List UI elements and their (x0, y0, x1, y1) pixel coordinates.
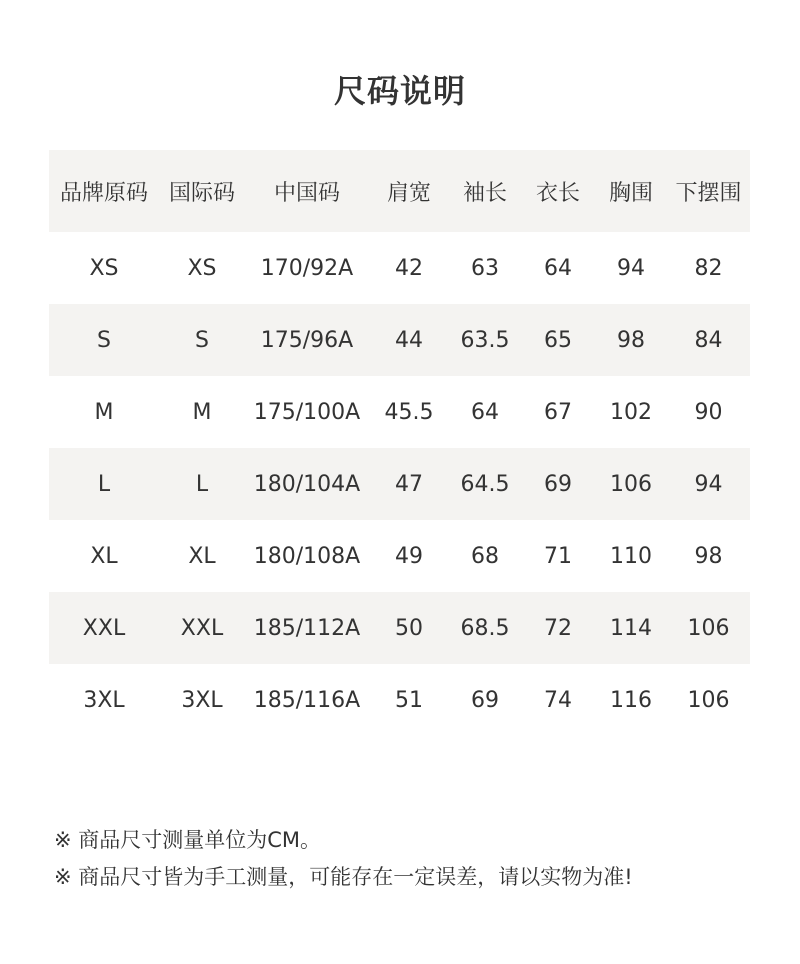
cell-chest: 94 (617, 255, 645, 281)
cell-shoulder-width: 45.5 (384, 399, 434, 425)
cell-hem: 106 (687, 615, 730, 641)
table-row (49, 304, 750, 376)
cell-brand-size: S (97, 327, 111, 353)
cell-body-length: 64 (544, 255, 572, 281)
note-measurement-error: ※ 商品尺寸皆为手工测量，可能存在一定误差，请以实物为准! (54, 865, 633, 889)
cell-shoulder-width: 50 (395, 615, 423, 641)
cell-brand-size: 3XL (83, 687, 125, 713)
table-row (49, 376, 750, 448)
cell-brand-size: L (97, 471, 111, 497)
table-row (49, 448, 750, 520)
table-row (49, 592, 750, 664)
header-hem: 下摆围 (675, 180, 742, 206)
cell-chest: 102 (610, 399, 652, 425)
header-chest: 胸围 (608, 180, 653, 206)
cell-body-length: 69 (544, 471, 572, 497)
table-row (49, 520, 750, 592)
table-row (49, 232, 750, 304)
cell-china-size: 175/96A (260, 327, 354, 353)
note-measurement-unit: ※ 商品尺寸测量单位为CM。 (54, 828, 322, 852)
cell-hem: 84 (694, 327, 723, 353)
cell-hem: 90 (694, 399, 723, 425)
cell-sleeve-length: 63 (471, 255, 499, 281)
size-chart-table (49, 150, 750, 736)
size-notes (54, 822, 774, 896)
header-china-size: 中国码 (273, 180, 340, 206)
cell-shoulder-width: 44 (395, 327, 423, 353)
cell-china-size: 185/116A (253, 687, 361, 713)
cell-body-length: 74 (544, 687, 572, 713)
cell-chest: 110 (610, 543, 652, 569)
header-international-size: 国际码 (168, 180, 235, 206)
cell-brand-size: XXL (82, 615, 126, 641)
cell-international-size: XS (187, 255, 217, 281)
cell-shoulder-width: 51 (395, 687, 423, 713)
cell-international-size: M (192, 399, 212, 425)
cell-international-size: S (195, 327, 209, 353)
cell-chest: 106 (610, 471, 652, 497)
cell-sleeve-length: 64.5 (460, 471, 510, 497)
table-row (49, 664, 750, 736)
cell-hem: 94 (694, 471, 723, 497)
cell-body-length: 67 (544, 399, 572, 425)
cell-china-size: 185/112A (253, 615, 361, 641)
cell-body-length: 72 (544, 615, 572, 641)
cell-china-size: 180/108A (253, 543, 361, 569)
cell-international-size: 3XL (181, 687, 223, 713)
cell-chest: 116 (610, 687, 652, 713)
header-brand-size: 品牌原码 (59, 180, 148, 206)
cell-china-size: 175/100A (253, 399, 361, 425)
cell-sleeve-length: 64 (471, 399, 499, 425)
header-sleeve-length: 袖长 (462, 180, 507, 206)
page-title: 尺码说明 (333, 72, 466, 110)
cell-shoulder-width: 42 (395, 255, 423, 281)
cell-sleeve-length: 63.5 (460, 327, 510, 353)
cell-international-size: XXL (180, 615, 224, 641)
table-header-row (49, 150, 750, 232)
cell-body-length: 65 (544, 327, 572, 353)
header-body-length: 衣长 (535, 180, 580, 206)
cell-brand-size: M (94, 399, 114, 425)
cell-international-size: XL (188, 543, 216, 569)
cell-hem: 98 (694, 543, 723, 569)
cell-shoulder-width: 47 (395, 471, 423, 497)
cell-chest: 114 (610, 615, 652, 641)
cell-body-length: 71 (544, 543, 572, 569)
cell-sleeve-length: 69 (471, 687, 499, 713)
cell-brand-size: XS (89, 255, 119, 281)
cell-chest: 98 (617, 327, 645, 353)
cell-international-size: L (195, 471, 209, 497)
header-shoulder-width: 肩宽 (386, 180, 431, 206)
cell-sleeve-length: 68 (471, 543, 499, 569)
cell-china-size: 180/104A (253, 471, 361, 497)
cell-sleeve-length: 68.5 (460, 615, 510, 641)
cell-china-size: 170/92A (260, 255, 354, 281)
cell-shoulder-width: 49 (395, 543, 423, 569)
cell-hem: 106 (687, 687, 730, 713)
cell-brand-size: XL (90, 543, 118, 569)
cell-hem: 82 (694, 255, 723, 281)
